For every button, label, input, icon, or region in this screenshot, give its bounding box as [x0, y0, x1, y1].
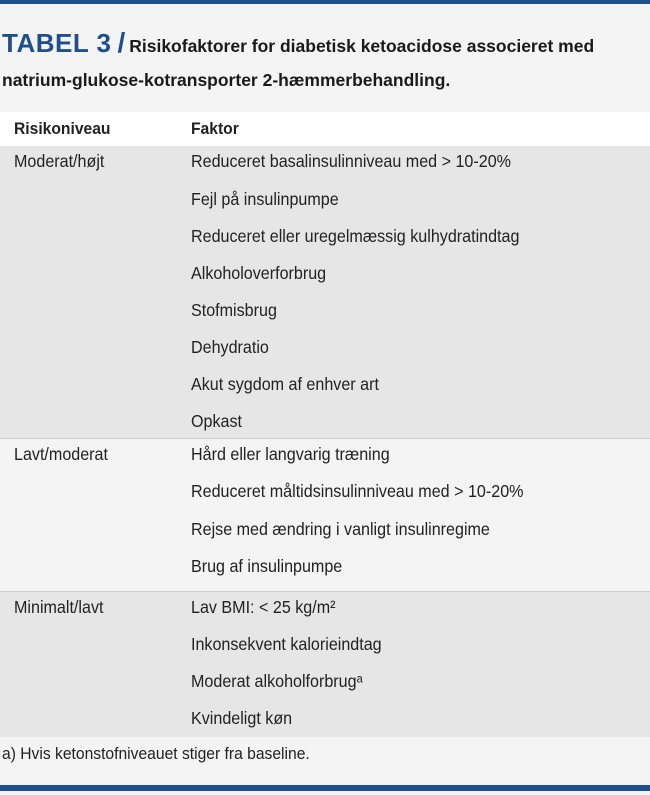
level-label: Minimalt/lavt — [14, 597, 104, 617]
factor-item: Rejse med ændring i vanligt insulinregime — [191, 519, 490, 539]
header-faktor: Faktor — [191, 119, 239, 138]
title-slash: / — [117, 27, 126, 58]
group-lavt-moderat — [0, 439, 650, 591]
factor-item: Reduceret eller uregelmæssig kulhydratindtag — [191, 226, 520, 246]
bottom-rule — [0, 785, 650, 791]
level-label: Lavt/moderat — [14, 444, 108, 464]
group-moderat-hoejt — [0, 146, 650, 438]
factor-item: Stofmisbrug — [191, 300, 277, 320]
table-caption: Risikofaktorer for diabetisk ketoacidose associeret med natrium-glukose-kotransporter 2-hæmmerbehandling. — [2, 36, 595, 90]
factor-item: Kvindeligt køn — [191, 708, 293, 728]
table-footnote: a) Hvis ketonstofniveauet stiger fra baseline. — [2, 744, 310, 763]
group-minimalt-lavt — [0, 592, 650, 737]
table-header — [0, 112, 650, 146]
table-title — [2, 26, 648, 97]
factor-item: Inkonsekvent kalorieindtag — [191, 634, 382, 654]
factor-item: Opkast — [191, 411, 243, 431]
factor-item: Brug af insulinpumpe — [191, 556, 343, 576]
factor-item: Moderat alkoholforbrugᵃ — [191, 671, 363, 691]
top-rule — [0, 0, 650, 4]
level-label: Moderat/højt — [14, 151, 105, 171]
factor-item: Reduceret basalinsulinniveau med > 10-20% — [191, 151, 511, 171]
factor-item: Reduceret måltidsinsulinniveau med > 10-20% — [191, 481, 524, 501]
factor-item: Hård eller langvarig træning — [191, 444, 390, 464]
factor-item: Fejl på insulinpumpe — [191, 189, 339, 209]
header-risikoniveau: Risikoniveau — [14, 119, 111, 138]
table-number: TABEL 3 — [2, 28, 112, 58]
factor-item: Akut sygdom af enhver art — [191, 374, 379, 394]
factor-item: Alkoholoverforbrug — [191, 263, 327, 283]
factor-item: Lav BMI: < 25 kg/m² — [191, 597, 336, 617]
factor-item: Dehydratio — [191, 337, 269, 357]
